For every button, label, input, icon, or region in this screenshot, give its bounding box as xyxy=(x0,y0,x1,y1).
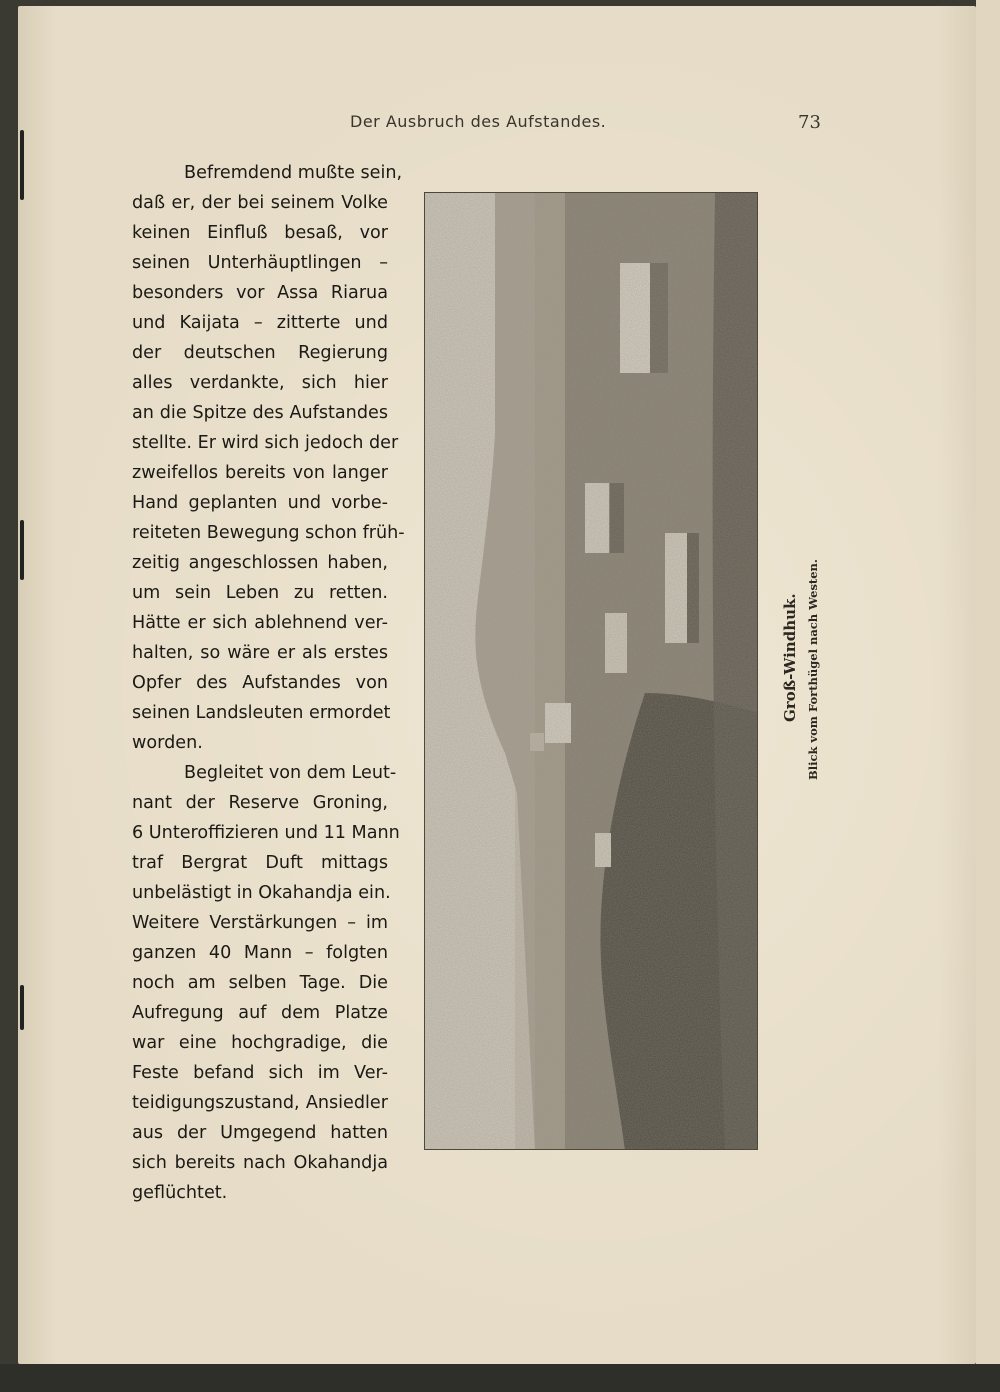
text-line: daß er, der bei seinem Volke xyxy=(132,193,388,213)
text-line: Feste befand sich im Ver- xyxy=(132,1063,388,1083)
text-line: zweifellos bereits von langer xyxy=(132,463,388,483)
text-line: geflüchtet. xyxy=(132,1183,228,1203)
text-line: zeitig angeschlossen haben, xyxy=(132,553,388,573)
text-line: worden. xyxy=(132,733,203,753)
text-line: aus der Umgegend hatten xyxy=(132,1123,388,1143)
text-line: um sein Leben zu retten. xyxy=(132,583,388,603)
text-line: besonders vor Assa Riarua xyxy=(132,283,388,303)
text-line: sich bereits nach Okahandja xyxy=(132,1153,388,1173)
text-line: ganzen 40 Mann – folgten xyxy=(132,943,388,963)
text-line: Begleitet von dem Leut- xyxy=(184,763,397,783)
text-line: Hand geplanten und vorbe- xyxy=(132,493,388,513)
text-line: halten, so wäre er als erstes xyxy=(132,643,388,663)
text-line: an die Spitze des Aufstandes xyxy=(132,403,388,423)
body-text xyxy=(132,158,405,1208)
binding-mark xyxy=(20,985,24,1030)
binding-mark xyxy=(20,130,24,200)
text-line: stellte. Er wird sich jedoch der xyxy=(132,433,399,453)
text-line: war eine hochgradige, die xyxy=(132,1033,388,1053)
text-line: reiteten Bewegung schon früh- xyxy=(132,523,405,543)
text-line: seinen Landsleuten ermordet xyxy=(132,703,391,723)
page-number: 73 xyxy=(798,112,821,133)
landscape-photograph xyxy=(424,192,758,1150)
text-line: Aufregung auf dem Platze xyxy=(132,1003,388,1023)
text-line: noch am selben Tage. Die xyxy=(132,973,388,993)
figure-caption-subtitle: Blick vom Forthügel nach Westen. xyxy=(806,559,820,780)
text-line: und Kaijata – zitterte und xyxy=(132,313,388,333)
text-line: teidigungszustand, Ansiedler xyxy=(132,1093,388,1113)
binding-mark xyxy=(20,520,24,580)
text-line: unbelästigt in Okahandja ein. xyxy=(132,883,391,903)
text-line: Weitere Verstärkungen – im xyxy=(132,913,388,933)
text-line: Befremdend mußte sein, xyxy=(184,163,403,183)
photo-illustration xyxy=(425,193,758,1150)
figure-caption-title: Groß-Windhuk. xyxy=(781,593,799,722)
text-line: der deutschen Regierung xyxy=(132,343,388,363)
text-line: traf Bergrat Duft mittags xyxy=(132,853,388,873)
text-line: seinen Unterhäuptlingen – xyxy=(132,253,388,273)
text-line: nant der Reserve Groning, xyxy=(132,793,388,813)
scan-bottom-edge xyxy=(0,1364,1000,1392)
text-line: keinen Einfluß besaß, vor xyxy=(132,223,388,243)
running-header: Der Ausbruch des Aufstandes. xyxy=(350,112,607,131)
text-line: Opfer des Aufstandes von xyxy=(132,673,388,693)
text-line: alles verdankte, sich hier xyxy=(132,373,388,393)
next-page-edge xyxy=(976,0,1000,1392)
text-line: 6 Unteroffizieren und 11 Mann xyxy=(132,823,400,843)
text-line: Hätte er sich ablehnend ver- xyxy=(132,613,388,633)
